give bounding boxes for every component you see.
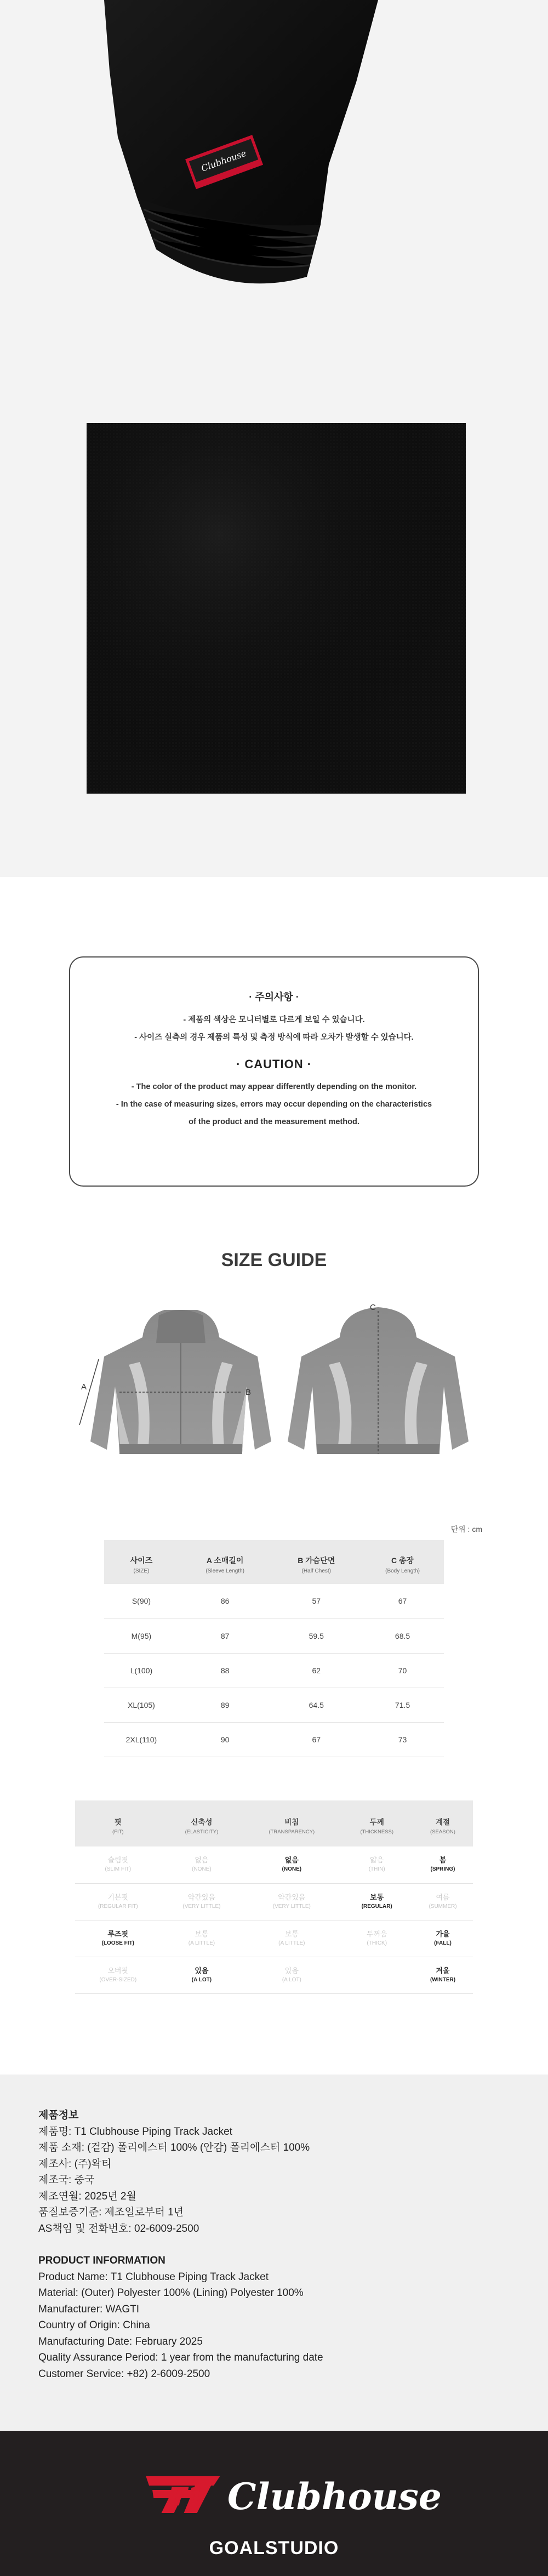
info-line: 제조연월: 2025년 2월 bbox=[38, 2190, 136, 2202]
info-line: 품질보증기준: 제조일로부터 1년 bbox=[38, 2207, 184, 2218]
fit-table-row bbox=[75, 1920, 473, 1957]
fit-cell: 얇음 (THIN) bbox=[341, 1846, 413, 1883]
header-thickness: 두께 (THICKNESS) bbox=[341, 1800, 413, 1846]
info-line: 제조사: (주)왁티 bbox=[38, 2158, 112, 2170]
goalstudio-brand: GOALSTUDIO bbox=[209, 2538, 339, 2558]
caution-en-line: - The color of the product may appear differently depending on the monitor. bbox=[131, 1082, 417, 1091]
product-info-kr-heading: 제품정보 bbox=[38, 2110, 79, 2121]
logo-mark: T1 bbox=[170, 2482, 205, 2511]
size-table-header bbox=[104, 1540, 444, 1584]
unit-label: 단위 : cm bbox=[450, 1525, 482, 1534]
fit-cell: 가을 (FALL) bbox=[413, 1920, 473, 1957]
measure-label-c: C bbox=[370, 1303, 376, 1312]
fit-cell: 없음 (NONE) bbox=[242, 1846, 341, 1883]
header-fit: 핏 (FIT) bbox=[75, 1800, 161, 1846]
fit-cell: 있음 (A LOT) bbox=[242, 1957, 341, 1993]
jacket-front-drawing bbox=[79, 1310, 271, 1454]
fit-cell: 겨울 (WINTER) bbox=[413, 1957, 473, 1993]
sleeve-photo-section bbox=[0, 0, 548, 340]
jacket-back-drawing bbox=[288, 1303, 469, 1454]
sleeve-cuff-image bbox=[0, 0, 548, 340]
measure-label-b: B bbox=[246, 1388, 252, 1397]
header-size: 사이즈 (SIZE) bbox=[104, 1540, 179, 1584]
fit-cell: 보통 (A LITTLE) bbox=[242, 1920, 341, 1957]
size-table bbox=[104, 1540, 444, 1757]
caution-en-line: of the product and the measurement method. bbox=[189, 1118, 359, 1126]
fit-cell: 약간있음 (VERY LITTLE) bbox=[242, 1883, 341, 1920]
fit-cell bbox=[341, 1957, 413, 1993]
table-row: XL(105) 89 64.5 71.5 bbox=[104, 1688, 444, 1722]
caution-kr-title: · 주의사항 · bbox=[249, 991, 299, 1002]
info-line: Manufacturer: WAGTI bbox=[38, 2303, 140, 2315]
fit-table-row bbox=[75, 1846, 473, 1883]
header-season: 계절 (SEASON) bbox=[413, 1800, 473, 1846]
fit-cell: 있음 (A LOT) bbox=[161, 1957, 243, 1993]
info-line: 제조국: 중국 bbox=[38, 2174, 95, 2186]
logo-text: Clubhouse bbox=[227, 2475, 442, 2518]
fit-cell: 봄 (SPRING) bbox=[413, 1846, 473, 1883]
fit-table-header bbox=[75, 1800, 473, 1846]
info-line: 제품명: T1 Clubhouse Piping Track Jacket bbox=[38, 2125, 232, 2138]
size-guide-title: SIZE GUIDE bbox=[221, 1250, 327, 1270]
header-chest: B 가슴단면 (Half Chest) bbox=[271, 1540, 361, 1584]
caution-kr-line: - 사이즈 실측의 경우 제품의 특성 및 측정 방식에 따라 오차가 발생할 수 있습니다. bbox=[134, 1033, 414, 1042]
fit-cell: 없음 (NONE) bbox=[161, 1846, 243, 1883]
header-transparency: 비침 (TRANSPARENCY) bbox=[242, 1800, 341, 1846]
info-line: 제품 소재: (겉감) 폴리에스터 100% (안감) 폴리에스터 100% bbox=[38, 2142, 310, 2153]
measure-label-a: A bbox=[81, 1382, 87, 1392]
fit-table-row bbox=[75, 1957, 473, 1993]
brand-footer bbox=[0, 2431, 548, 2576]
table-row: L(100) 88 62 70 bbox=[104, 1653, 444, 1688]
product-info-en-heading: PRODUCT INFORMATION bbox=[38, 2255, 165, 2266]
info-line: AS책임 및 전화번호: 02-6009-2500 bbox=[38, 2222, 199, 2235]
info-line: Material: (Outer) Polyester 100% (Lining) Polyester 100% bbox=[38, 2287, 304, 2299]
info-line: Customer Service: +82) 2-6009-2500 bbox=[38, 2368, 210, 2380]
label-text: Clubhouse bbox=[199, 147, 248, 174]
fit-cell: 여름 (SUMMER) bbox=[413, 1883, 473, 1920]
fabric-section bbox=[0, 340, 548, 877]
info-line: Quality Assurance Period: 1 year from the manufacturing date bbox=[38, 2352, 323, 2363]
caution-en-line: - In the case of measuring sizes, errors may occur depending on the characteristics bbox=[116, 1100, 432, 1109]
info-line: Manufacturing Date: February 2025 bbox=[38, 2335, 203, 2347]
fit-cell: 루즈핏 (LOOSE FIT) bbox=[75, 1920, 161, 1957]
info-line: Country of Origin: China bbox=[38, 2319, 150, 2331]
fit-cell: 오버핏 (OVER-SIZED) bbox=[75, 1957, 161, 1993]
size-diagram bbox=[82, 1304, 466, 1485]
caution-kr-line: - 제품의 색상은 모니터별로 다르게 보일 수 있습니다. bbox=[183, 1016, 365, 1024]
fit-cell: 약간있음 (VERY LITTLE) bbox=[161, 1883, 243, 1920]
fit-cell: 기본핏 (REGULAR FIT) bbox=[75, 1883, 161, 1920]
caution-en-title: · CAUTION · bbox=[236, 1057, 312, 1071]
table-row: 2XL(110) 90 67 73 bbox=[104, 1722, 444, 1757]
table-row: S(90) 86 57 67 bbox=[104, 1584, 444, 1618]
header-sleeve: A 소매길이 (Sleeve Length) bbox=[179, 1540, 272, 1584]
fit-table-row bbox=[75, 1883, 473, 1920]
header-length: C 총장 (Body Length) bbox=[361, 1540, 444, 1584]
fit-cell: 보통 (REGULAR) bbox=[341, 1883, 413, 1920]
header-elasticity: 신축성 (ELASTICITY) bbox=[161, 1800, 243, 1846]
info-line: Product Name: T1 Clubhouse Piping Track Jacket bbox=[38, 2271, 269, 2283]
fit-cell: 슬림핏 (SLIM FIT) bbox=[75, 1846, 161, 1883]
fabric-closeup-image bbox=[87, 423, 466, 794]
fit-cell: 두꺼움 (THICK) bbox=[341, 1920, 413, 1957]
caution-notice bbox=[69, 956, 479, 1187]
t1-clubhouse-logo bbox=[129, 2457, 442, 2523]
product-info-section bbox=[0, 2075, 548, 2431]
fit-guide-table bbox=[75, 1800, 473, 1994]
table-row: M(95) 87 59.5 68.5 bbox=[104, 1618, 444, 1653]
fit-cell: 보통 (A LITTLE) bbox=[161, 1920, 243, 1957]
